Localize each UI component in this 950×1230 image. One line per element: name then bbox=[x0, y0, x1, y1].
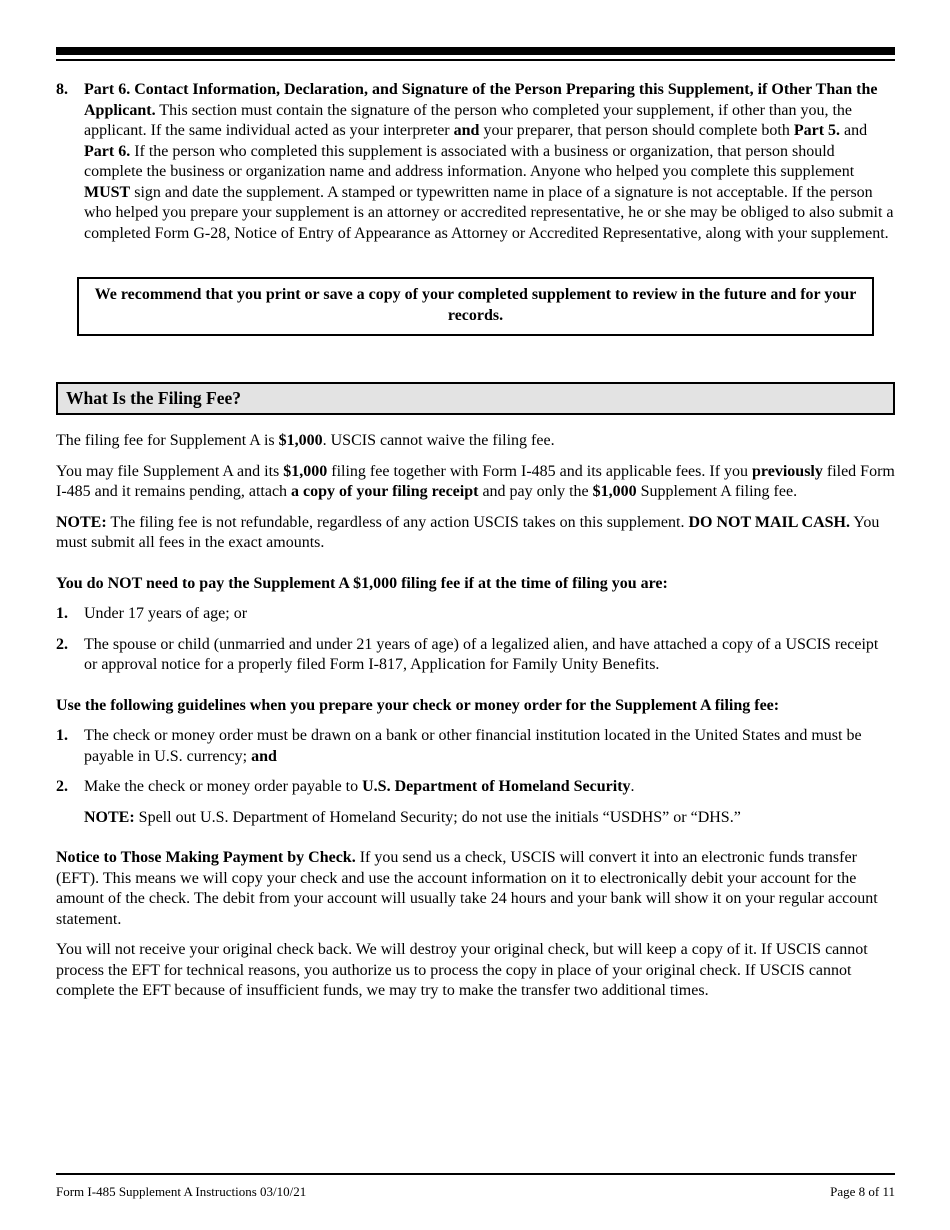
guideline-2-note bbox=[56, 808, 895, 829]
part6-bold-must: MUST bbox=[84, 183, 131, 201]
part6-heading: Part 6. Contact Information, Declaration, and Signature of the Person Preparing this Supplement, if Other Than the Applicant. bbox=[84, 81, 878, 119]
header-rule-thick bbox=[56, 47, 895, 55]
guideline-2-text-c: . bbox=[630, 778, 635, 795]
p2-b: $1,000 bbox=[283, 462, 328, 480]
exempt-item-text: Under 17 years of age; or bbox=[84, 605, 248, 622]
check-notice-paragraph bbox=[56, 848, 895, 930]
note-label: NOTE: bbox=[56, 513, 107, 531]
note-text-c: You must submit all fees in the exact amounts. bbox=[56, 513, 880, 551]
p2-a: You may file Supplement A and its bbox=[56, 462, 284, 480]
p2-i: Supplement A filing fee. bbox=[636, 483, 798, 500]
guideline-note-label: NOTE: bbox=[84, 808, 135, 826]
guideline-item-number: 2. bbox=[56, 778, 68, 795]
fee-amount-paragraph bbox=[56, 431, 895, 452]
fee-filing-paragraph bbox=[56, 462, 895, 503]
part6-bold-part5: Part 5. bbox=[793, 122, 841, 139]
original-check-paragraph: You will not receive your original check back. We will destroy your original check, but will keep a copy of it. If USCIS cannot process the EFT for technical reasons, you authorize us to process the copy in place of your original check. If USCIS cannot complete the EFT because of insufficient funds, we may try to make the transfer two additional times. bbox=[56, 941, 868, 999]
p2-h: $1,000 bbox=[592, 483, 637, 500]
part6-text-1: This section must contain the signature of the person who completed your supplement, if other than you, the applicant. If the same individual acted as your interpreter bbox=[84, 101, 853, 139]
exempt-item-2 bbox=[56, 635, 895, 676]
part6-bold-and: and bbox=[453, 122, 480, 139]
part6-item bbox=[56, 80, 895, 244]
guideline-1-text: The check or money order must be drawn on a bank or other financial institution located in the United States and must be payable in U.S. currency; bbox=[84, 727, 862, 765]
filing-fee-section-title: What Is the Filing Fee? bbox=[56, 382, 895, 415]
footer-form-label: Form I-485 Supplement A Instructions 03/10/21 bbox=[56, 1184, 307, 1199]
fee-note-paragraph bbox=[56, 513, 895, 554]
exempt-heading: You do NOT need to pay the Supplement A $1,000 filing fee if at the time of filing you are: bbox=[56, 574, 668, 592]
item-number: 8. bbox=[56, 81, 68, 98]
fee-text-c: . USCIS cannot waive the filing fee. bbox=[322, 432, 555, 449]
part6-bold-part6: Part 6. bbox=[84, 142, 131, 160]
guideline-item-1 bbox=[56, 726, 895, 767]
footer-rule bbox=[56, 1173, 895, 1175]
header-rule-thin bbox=[56, 59, 895, 61]
part6-text-2: your preparer, that person should complete both bbox=[479, 122, 794, 139]
guideline-item-2 bbox=[56, 777, 895, 798]
guideline-2-payee: U.S. Department of Homeland Security bbox=[362, 778, 631, 795]
guideline-2-text-a: Make the check or money order payable to bbox=[84, 778, 363, 795]
fee-amount: $1,000 bbox=[278, 432, 323, 449]
exempt-item-number: 2. bbox=[56, 635, 68, 653]
p2-g: and pay only the bbox=[478, 483, 593, 500]
recommendation-box: We recommend that you print or save a copy of your completed supplement to review in the future and for your records. bbox=[77, 277, 874, 336]
exempt-item-1 bbox=[56, 604, 895, 625]
guideline-item-number: 1. bbox=[56, 727, 68, 744]
p2-f: a copy of your filing receipt bbox=[291, 483, 479, 500]
exempt-item-text: The spouse or child (unmarried and under 21 years of age) of a legalized alien, and have attached a copy of a USCIS receipt or approval notice for a properly filed Form I-817, Application for Family Unity Benefits. bbox=[84, 635, 879, 673]
part6-text-4: If the person who completed this supplement is associated with a business or organization, that person should complete the business or organization name and address information. Anyone who helped you complete this supplement bbox=[84, 142, 855, 180]
note-bold: DO NOT MAIL CASH. bbox=[688, 513, 850, 531]
page-content bbox=[56, 80, 895, 1002]
fee-text-a: The filing fee for Supplement A is bbox=[56, 432, 279, 449]
part6-text-3: and bbox=[840, 122, 868, 139]
part6-text-5: sign and date the supplement. A stamped or typewritten name in place of a signature is not acceptable. If the person who helped you prepare your supplement is an attorney or accredited representative, he or she may be obliged to also submit a completed Form G-28, Notice of Entry of Appearance as Attorney or Accredited Representative, along with your supplement. bbox=[84, 183, 894, 242]
check-notice-label: Notice to Those Making Payment by Check. bbox=[56, 849, 356, 866]
check-notice-text: If you send us a check, USCIS will convert it into an electronic funds transfer (EFT). This means we will copy your check and use the account information on it to electronically debit your account for the amount of the check. The debit from your account will usually take 24 hours and your bank will show it on your regular account statement. bbox=[56, 849, 878, 928]
footer-page-number: Page 8 of 11 bbox=[830, 1184, 895, 1199]
p2-e: filed Form I-485 and it remains pending, attach bbox=[56, 462, 895, 500]
note-text-a: The filing fee is not refundable, regardless of any action USCIS takes on this supplement. bbox=[106, 513, 689, 531]
p2-d: previously bbox=[752, 462, 823, 480]
guideline-1-bold: and bbox=[251, 747, 277, 765]
p2-c: filing fee together with Form I-485 and its applicable fees. If you bbox=[327, 462, 753, 480]
exempt-item-number: 1. bbox=[56, 605, 68, 622]
guidelines-heading: Use the following guidelines when you prepare your check or money order for the Supplement A filing fee: bbox=[56, 696, 780, 714]
guideline-note-text: Spell out U.S. Department of Homeland Security; do not use the initials “USDHS” or “DHS.” bbox=[134, 808, 741, 826]
